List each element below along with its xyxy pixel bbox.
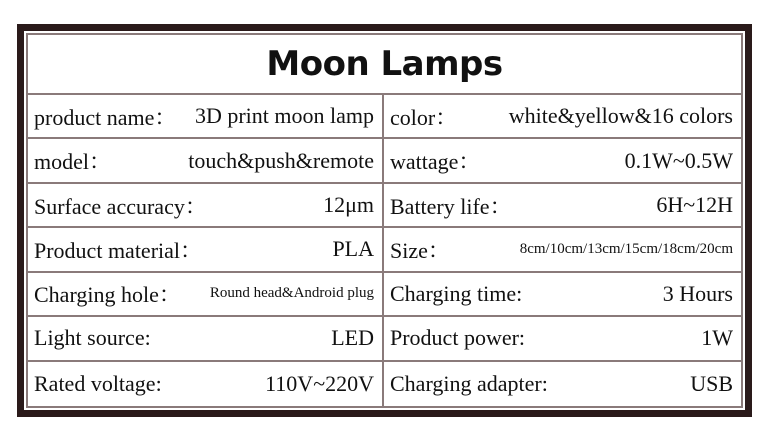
spec-label: Light source:: [34, 325, 151, 351]
spec-cell-surface-accuracy: [28, 184, 384, 228]
spec-label: product name：: [34, 104, 177, 130]
spec-value: Round head&Android plug: [209, 285, 374, 302]
spec-value: 3 Hours: [662, 280, 733, 306]
spec-value: 12μm: [323, 192, 374, 218]
spec-label: model：: [34, 149, 111, 175]
spec-cell-charging-time: [384, 273, 741, 317]
spec-value: touch&push&remote: [188, 147, 374, 173]
spec-cell-battery-life: [384, 184, 741, 228]
spec-grid: [28, 95, 741, 406]
spec-label: Size：: [390, 237, 450, 263]
spec-value: 1W: [701, 325, 733, 351]
spec-value: 3D print moon lamp: [194, 103, 374, 129]
spec-value: USB: [690, 370, 733, 396]
spec-label: Charging time:: [390, 280, 523, 306]
spec-cell-model: [28, 139, 384, 183]
spec-value: white&yellow&16 colors: [508, 103, 733, 129]
spec-value: PLA: [332, 236, 374, 262]
spec-label: color：: [390, 104, 458, 130]
spec-label: Battery life：: [390, 193, 512, 219]
spec-cell-product-material: [28, 228, 384, 272]
spec-label: Surface accuracy：: [34, 193, 207, 219]
spec-cell-color: [384, 95, 741, 139]
spec-label: Charging adapter:: [390, 370, 548, 396]
spec-cell-rated-voltage: [28, 362, 384, 406]
spec-table: [26, 33, 743, 408]
spec-value: LED: [331, 325, 374, 351]
spec-label: Rated voltage:: [34, 370, 162, 396]
spec-cell-product-name: [28, 95, 384, 139]
spec-card: [17, 24, 752, 417]
spec-label: Charging hole：: [34, 282, 181, 308]
spec-cell-size: [384, 228, 741, 272]
spec-cell-light-source: [28, 317, 384, 361]
spec-cell-charging-hole: [28, 273, 384, 317]
spec-label: Product material：: [34, 237, 203, 263]
page-title: Moon Lamps: [28, 35, 741, 95]
spec-cell-product-power: [384, 317, 741, 361]
spec-label: wattage：: [390, 149, 481, 175]
spec-value: 0.1W~0.5W: [624, 147, 733, 173]
spec-value: 6H~12H: [656, 192, 733, 218]
spec-cell-wattage: [384, 139, 741, 183]
spec-label: Product power:: [390, 325, 526, 351]
spec-value: 8cm/10cm/13cm/15cm/18cm/20cm: [519, 240, 733, 257]
spec-cell-charging-adapter: [384, 362, 741, 406]
spec-value: 110V~220V: [265, 370, 374, 396]
